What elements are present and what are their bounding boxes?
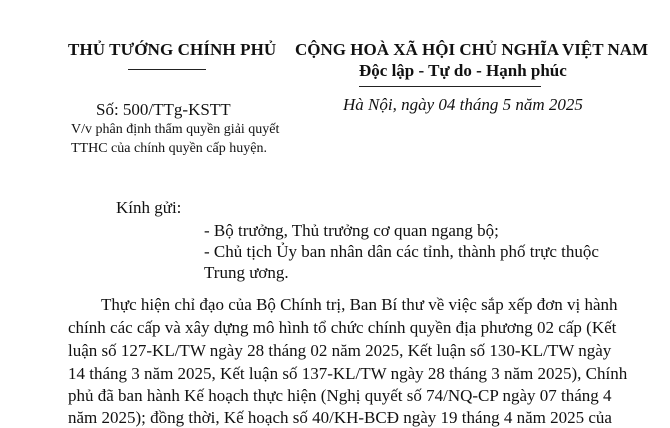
- recipient-line: - Bộ trưởng, Thủ trưởng cơ quan ngang bộ;: [204, 221, 499, 240]
- subject-line: TTHC của chính quyền cấp huyện.: [71, 141, 267, 156]
- recipient-line: - Chủ tịch Ủy ban nhân dân các tỉnh, thành phố trực thuộc: [204, 242, 599, 261]
- national-title: CỘNG HOÀ XÃ HỘI CHỦ NGHĨA VIỆT NAM: [295, 40, 649, 59]
- body-paragraph-line: 14 tháng 3 năm 2025, Kết luận số 137-KL/TW ngày 28 tháng 3 năm 2025), Chính: [68, 364, 628, 383]
- issuing-agency: THỦ TƯỚNG CHÍNH PHỦ: [68, 40, 277, 59]
- place-and-date: Hà Nội, ngày 04 tháng 5 năm 2025: [343, 95, 583, 114]
- motto-underline: [359, 86, 541, 87]
- agency-underline: [128, 69, 206, 70]
- subject-line: V/v phân định thẩm quyền giải quyết: [71, 122, 280, 137]
- body-paragraph-line: Thực hiện chỉ đạo của Bộ Chính trị, Ban Bí thư về việc sắp xếp đơn vị hành: [101, 295, 618, 314]
- body-paragraph-line: năm 2025); đồng thời, Kế hoạch số 40/KH-BCĐ ngày 19 tháng 4 năm 2025 của: [68, 408, 612, 427]
- body-paragraph-line: luận số 127-KL/TW ngày 28 tháng 02 năm 2025, Kết luận số 130-KL/TW ngày: [68, 341, 612, 360]
- salutation: Kính gửi:: [116, 198, 182, 217]
- recipient-line: Trung ương.: [204, 263, 289, 282]
- body-paragraph-line: chính các cấp và xây dựng mô hình tổ chức chính quyền địa phương 02 cấp (Kết: [68, 318, 617, 337]
- document-number: Số: 500/TTg-KSTT: [96, 100, 231, 119]
- body-paragraph-line: phủ đã ban hành Kế hoạch thực hiện (Nghị quyết số 74/NQ-CP ngày 07 tháng 4: [68, 386, 612, 405]
- national-motto: Độc lập - Tự do - Hạnh phúc: [359, 61, 567, 80]
